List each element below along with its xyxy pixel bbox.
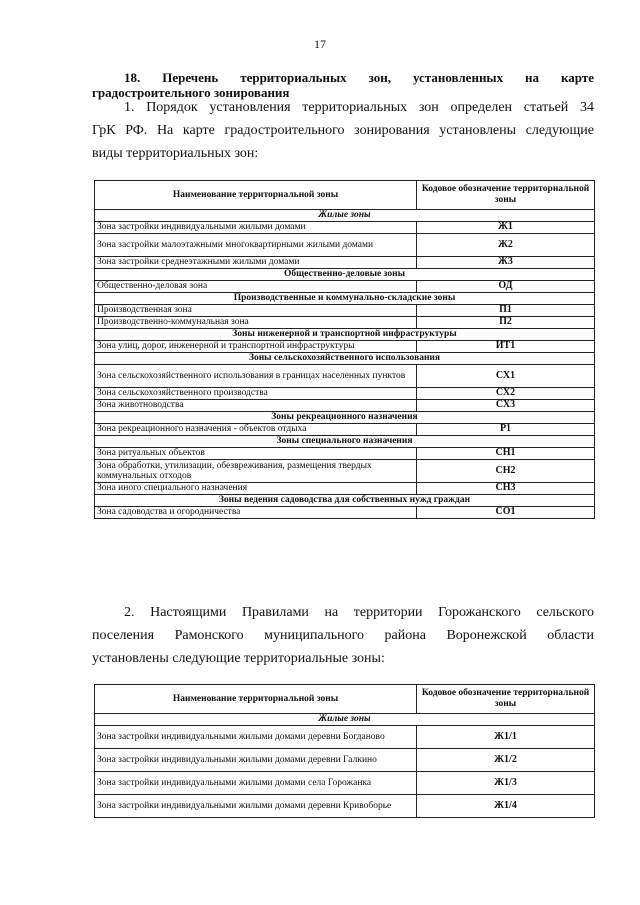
section-heading-line: градостроительного зонирования — [92, 85, 290, 100]
zone-row — [95, 424, 595, 436]
zone-row — [95, 483, 595, 495]
zone-code: Р1 — [417, 424, 595, 436]
zone-row — [95, 400, 595, 412]
zone-name: Зона застройки малоэтажными многоквартирными жилыми домами — [95, 234, 417, 257]
zone-name: Зона садоводства и огородничества — [95, 507, 417, 519]
zone-row — [95, 795, 595, 818]
zone-name: Общественно-деловая зона — [95, 281, 417, 293]
zone-group-row — [95, 329, 595, 341]
zone-group-title: Зоны инженерной и транспортной инфраструктуры — [95, 329, 595, 341]
zone-row — [95, 305, 595, 317]
column-header-code: Кодовое обозначение территориальной зоны — [417, 685, 595, 714]
zone-code: СХ1 — [417, 365, 595, 388]
paragraph-line: 1. Порядок установления территориальных зон определен статьей 34 — [124, 100, 594, 115]
section-heading-line: 18. Перечень территориальных зон, установленных на карте — [124, 70, 594, 85]
zone-code: Ж3 — [417, 257, 595, 269]
local-zones-table — [94, 684, 595, 818]
zone-name: Зона застройки индивидуальными жилыми домами деревни Кривоборье — [95, 795, 417, 818]
zone-name: Зона застройки индивидуальными жилыми домами — [95, 222, 417, 234]
zone-code: СН3 — [417, 483, 595, 495]
zone-group-title: Зоны специального назначения — [95, 436, 595, 448]
zone-group-row — [95, 714, 595, 726]
zone-row — [95, 222, 595, 234]
zone-group-row — [95, 293, 595, 305]
zone-code: Ж1/4 — [417, 795, 595, 818]
zone-code: П2 — [417, 317, 595, 329]
zone-name: Зона застройки индивидуальными жилыми домами села Горожанка — [95, 772, 417, 795]
zone-name: Зона рекреационного назначения - объектов отдыха — [95, 424, 417, 436]
zone-row — [95, 749, 595, 772]
zone-row — [95, 460, 595, 483]
paragraph-line: установлены следующие территориальные зоны: — [92, 651, 385, 666]
zone-code: Ж1 — [417, 222, 595, 234]
paragraph-2 — [92, 601, 594, 670]
zone-name: Зона сельскохозяйственного использования в границах населенных пунктов — [95, 365, 417, 388]
zone-group-row — [95, 436, 595, 448]
paragraph-line: виды территориальных зон: — [92, 146, 259, 161]
zone-code: СН2 — [417, 460, 595, 483]
column-header-name: Наименование территориальной зоны — [95, 685, 417, 714]
zone-group-title: Жилые зоны — [95, 210, 595, 222]
zone-code: СО1 — [417, 507, 595, 519]
zone-group-title: Жилые зоны — [95, 714, 595, 726]
local-zones-table-body — [95, 714, 595, 818]
zone-code: ИТ1 — [417, 341, 595, 353]
zone-name: Производственная зона — [95, 305, 417, 317]
zone-group-row — [95, 412, 595, 424]
zone-row — [95, 365, 595, 388]
zone-code: Ж1/1 — [417, 726, 595, 749]
paragraph-line: 2. Настоящими Правилами на территории Горожанского сельского — [124, 605, 594, 620]
paragraph-line: поселения Рамонского муниципального района Воронежской области — [92, 628, 594, 643]
zone-row — [95, 341, 595, 353]
zone-row — [95, 257, 595, 269]
page-number: 17 — [314, 37, 326, 51]
zone-code: Ж1/2 — [417, 749, 595, 772]
zone-code: СХ3 — [417, 400, 595, 412]
column-header-code: Кодовое обозначение территориальной зоны — [417, 181, 595, 210]
zone-row — [95, 317, 595, 329]
zones-table — [94, 180, 595, 519]
zone-name: Зона животноводства — [95, 400, 417, 412]
column-header-name: Наименование территориальной зоны — [95, 181, 417, 210]
zone-code: Ж2 — [417, 234, 595, 257]
zone-name: Зона ритуальных объектов — [95, 448, 417, 460]
zone-name: Зона обработки, утилизации, обезвреживания, размещения твердых коммунальных отходов — [95, 460, 417, 483]
zone-group-title: Зоны ведения садоводства для собственных нужд граждан — [95, 495, 595, 507]
zone-code: Ж1/3 — [417, 772, 595, 795]
zone-code: ОД — [417, 281, 595, 293]
zone-group-row — [95, 353, 595, 365]
zone-row — [95, 507, 595, 519]
zone-name: Зона иного специального назначения — [95, 483, 417, 495]
zone-name: Зона застройки индивидуальными жилыми домами деревни Богданово — [95, 726, 417, 749]
zone-row — [95, 234, 595, 257]
zone-code: СН1 — [417, 448, 595, 460]
paragraph-1 — [92, 96, 594, 165]
zone-row — [95, 448, 595, 460]
zone-name: Производственно-коммунальная зона — [95, 317, 417, 329]
zone-group-title: Зоны сельскохозяйственного использования — [95, 353, 595, 365]
zone-group-row — [95, 495, 595, 507]
zone-name: Зона улиц, дорог, инженерной и транспортной инфраструктуры — [95, 341, 417, 353]
zone-name: Зона застройки индивидуальными жилыми домами деревни Галкино — [95, 749, 417, 772]
paragraph-line: ГрК РФ. На карте градостроительного зонирования установлены следующие — [92, 123, 594, 138]
zone-group-row — [95, 210, 595, 222]
zone-row — [95, 772, 595, 795]
zone-code: П1 — [417, 305, 595, 317]
zone-group-title: Общественно-деловые зоны — [95, 269, 595, 281]
zone-code: СХ2 — [417, 388, 595, 400]
zone-name: Зона застройки среднеэтажными жилыми домами — [95, 257, 417, 269]
zone-name: Зона сельскохозяйственного производства — [95, 388, 417, 400]
zone-row — [95, 281, 595, 293]
zone-row — [95, 388, 595, 400]
zone-group-title: Зоны рекреационного назначения — [95, 412, 595, 424]
zone-row — [95, 726, 595, 749]
zone-group-title: Производственные и коммунально-складские зоны — [95, 293, 595, 305]
zone-group-row — [95, 269, 595, 281]
zones-table-body — [95, 210, 595, 519]
